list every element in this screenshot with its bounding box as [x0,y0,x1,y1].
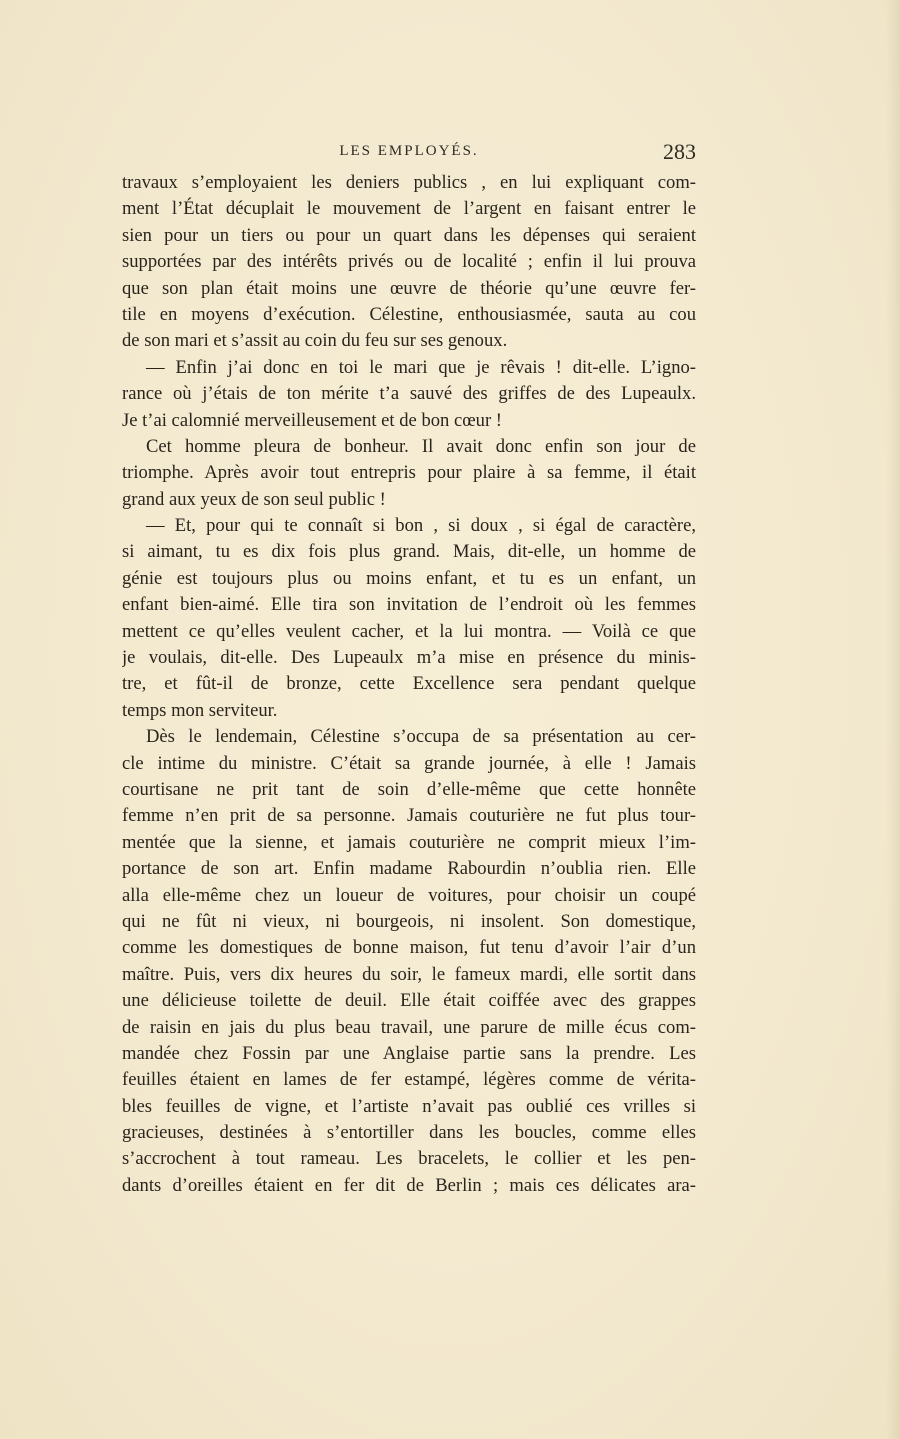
text-line: Dès le lendemain, Célestine s’occupa de sa présentation au cer- [146,726,696,748]
text-line: sien pour un tiers ou pour un quart dans les dépenses qui seraient [122,224,696,246]
text-line: travaux s’employaient les deniers publics , en lui expliquant com- [122,172,696,193]
text-line: feuilles étaient en lames de fer estampé, légères comme de vérita- [122,1069,696,1091]
text-line: dants d’oreilles étaient en fer dit de Berlin ; mais ces délicates ara- [122,1174,696,1196]
text-line: comme les domestiques de bonne maison, fut tenu d’avoir l’air d’un [122,937,696,959]
text-line: rance où j’étais de ton mérite t’a sauvé des griffes de des Lupeaulx. [122,383,696,405]
text-line: de son mari et s’assit au coin du feu sur ses genoux. [122,330,508,352]
text-line: enfant bien-aimé. Elle tira son invitation de l’endroit où les femmes [122,594,696,616]
text-line: bles feuilles de vigne, et l’artiste n’avait pas oublié ces vrilles si [122,1095,696,1117]
text-line: portance de son art. Enfin madame Rabourdin n’oublia rien. Elle [122,858,696,880]
body-text [122,170,696,1199]
text-line: mentée que la sienne, et jamais couturière ne comprit mieux l’im- [122,831,696,853]
text-line: je voulais, dit-elle. Des Lupeaulx m’a mise en présence du minis- [122,647,696,669]
text-line: — Et, pour qui te connaît si bon , si doux , si égal de caractère, [146,515,696,537]
text-line: alla elle-même chez un loueur de voitures, pour choisir un coupé [122,884,696,906]
text-line: cle intime du ministre. C’était sa grande journée, à elle ! Jamais [122,752,696,774]
text-line: femme n’en prit de sa personne. Jamais couturière ne fut plus tour- [122,805,696,827]
text-line: tile en moyens d’exécution. Célestine, enthousiasmée, sauta au cou [122,303,696,325]
page-number: 283 [663,139,696,164]
running-title: LES EMPLOYÉS. [339,143,479,159]
text-line: triomphe. Après avoir tout entrepris pour plaire à sa femme, il était [122,462,696,484]
text-line: qui ne fût ni vieux, ni bourgeois, ni insolent. Son domestique, [122,910,696,932]
text-line: — Enfin j’ai donc en toi le mari que je rêvais ! dit-elle. L’igno- [146,356,696,378]
text-line: temps mon serviteur. [122,699,278,721]
text-line: s’accrochent à tout rameau. Les bracelets, le collier et les pen- [122,1148,696,1170]
text-line: mettent ce qu’elles veulent cacher, et la lui montra. — Voilà ce que [122,620,696,642]
text-line: de raisin en jais du plus beau travail, une parure de mille écus com- [122,1016,696,1038]
text-line: une délicieuse toilette de deuil. Elle était coiffée avec des grappes [122,990,696,1012]
text-line: mandée chez Fossin par une Anglaise partie sans la prendre. Les [122,1042,696,1064]
text-line: si aimant, tu es dix fois plus grand. Mais, dit-elle, un homme de [122,541,696,563]
text-line: grand aux yeux de son seul public ! [122,488,386,510]
text-line: Cet homme pleura de bonheur. Il avait donc enfin son jour de [146,435,696,457]
text-line: supportées par des intérêts privés ou de localité ; enfin il lui prouva [122,251,696,273]
text-line: Je t’ai calomnié merveilleusement et de bon cœur ! [122,409,502,431]
text-line: courtisane ne prit tant de soin d’elle-même que cette honnête [122,778,696,800]
page-edge-shadow [886,0,900,1439]
text-line: tre, et fût-il de bronze, cette Excellence sera pendant quelque [122,673,696,695]
running-head [122,139,696,169]
text-line: maître. Puis, vers dix heures du soir, le fameux mardi, elle sortit dans [122,963,696,985]
text-line: que son plan était moins une œuvre de théorie qu’une œuvre fer- [122,277,696,299]
text-line: génie est toujours plus ou moins enfant, et tu es un enfant, un [122,567,696,589]
text-line: ment l’État décuplait le mouvement de l’argent en faisant entrer le [122,198,696,220]
text-line: gracieuses, destinées à s’entortiller dans les boucles, comme elles [122,1122,696,1144]
